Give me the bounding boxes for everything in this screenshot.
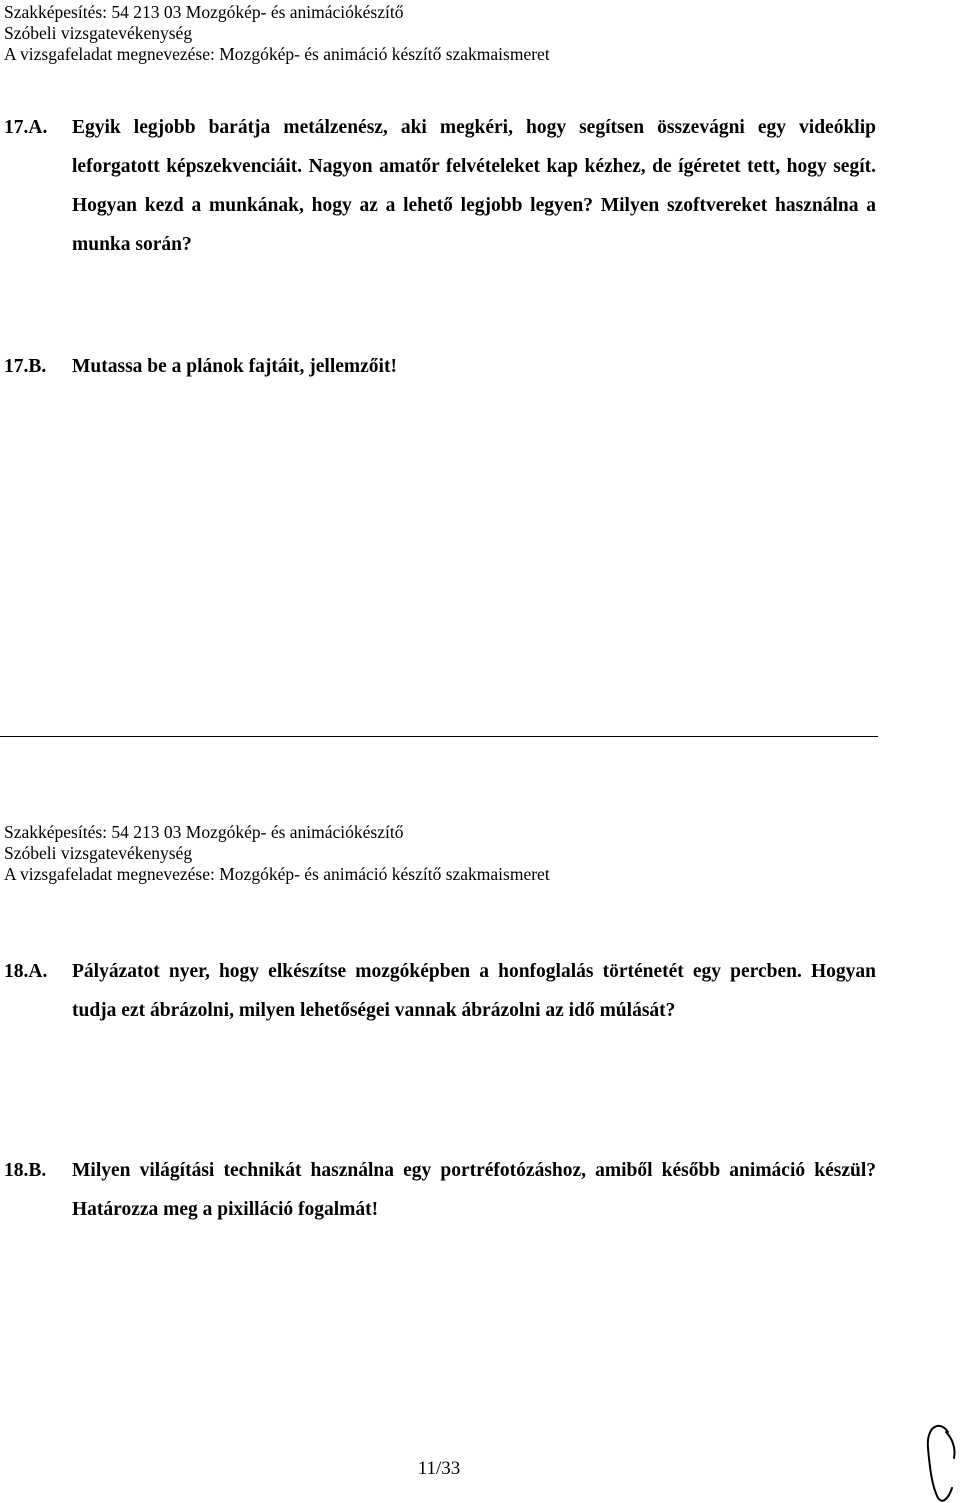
question-text: Milyen világítási technikát használna egy portréfotózáshoz, amiből később animáció készül? Határozza meg a pixilláció fogalmát! xyxy=(72,1160,876,1220)
question-number: 17.B. xyxy=(4,356,47,377)
page-header xyxy=(4,2,550,65)
header-exam-activity: Szóbeli vizsgatevékenység xyxy=(4,23,193,43)
question-17a xyxy=(4,108,876,264)
question-18a xyxy=(4,952,876,1030)
header-exam-activity: Szóbeli vizsgatevékenység xyxy=(4,843,193,863)
question-text: Egyik legjobb barátja metálzenész, aki megkéri, hogy segítsen összevágni egy videóklip leforgatott képszekvenciáit. Nagyon amatőr felvételeket kap kézhez, de ígéretet tett, hogy segít. Hogyan kezd a munkának, hogy az a lehető legjobb legyen? Milyen szoftvereket használna a munka során? xyxy=(72,117,876,255)
question-17b xyxy=(4,347,876,386)
question-18b xyxy=(4,1151,876,1229)
header-task-name: A vizsgafeladat megnevezése: Mozgókép- és animáció készítő szakmaismeret xyxy=(4,44,550,64)
question-number: 17.A. xyxy=(4,117,48,138)
question-number: 18.B. xyxy=(4,1160,47,1181)
page-number: 11/33 xyxy=(417,1458,461,1479)
signature-mark xyxy=(918,1418,960,1503)
question-text: Pályázatot nyer, hogy elkészítse mozgóképben a honfoglalás történetét egy percben. Hogyan tudja ezt ábrázolni, milyen lehetőségei vannak ábrázolni az idő múlását? xyxy=(72,961,876,1021)
header-qualification: Szakképesítés: 54 213 03 Mozgókép- és animációkészítő xyxy=(4,822,404,842)
question-number: 18.A. xyxy=(4,961,48,982)
header-task-name: A vizsgafeladat megnevezése: Mozgókép- és animáció készítő szakmaismeret xyxy=(4,864,550,884)
page-divider xyxy=(0,736,878,737)
header-qualification: Szakképesítés: 54 213 03 Mozgókép- és animációkészítő xyxy=(4,2,404,22)
question-text: Mutassa be a plánok fajtáit, jellemzőit! xyxy=(72,356,397,377)
page-header xyxy=(4,822,550,885)
